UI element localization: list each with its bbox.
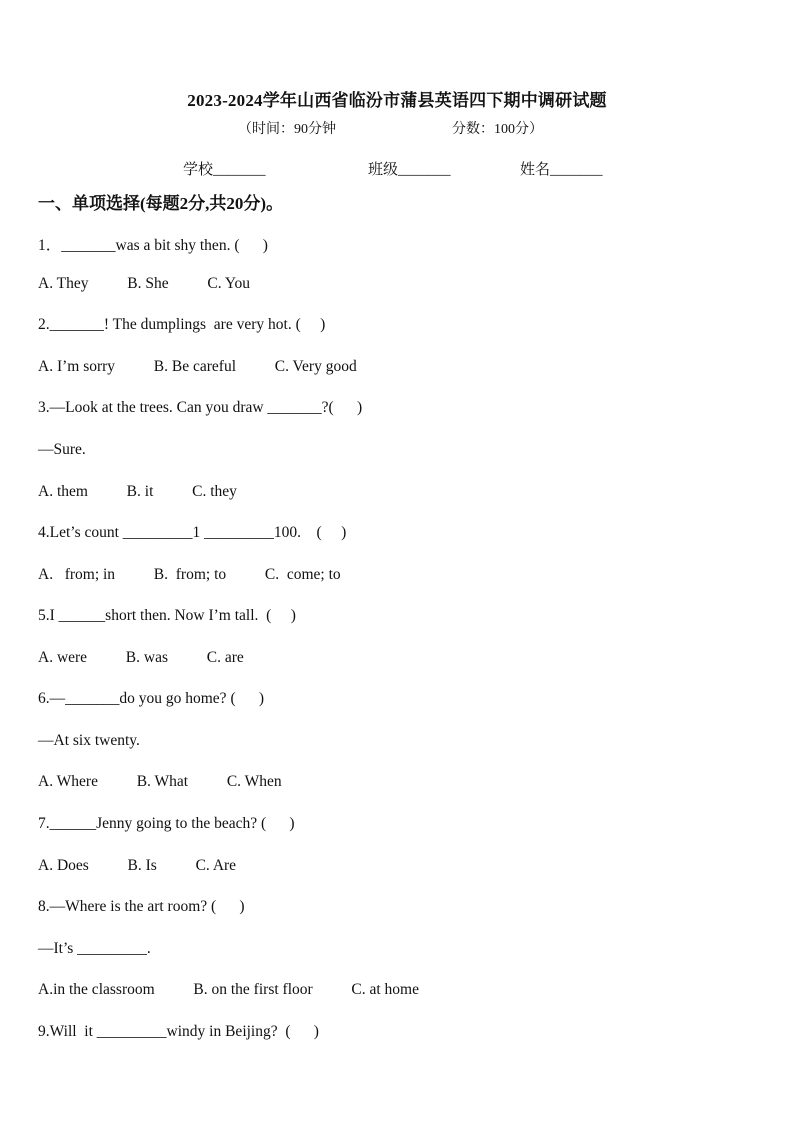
- school-field: 学校_______: [183, 162, 266, 178]
- answer-3: —Sure.: [38, 441, 86, 458]
- name-field: 姓名_______: [520, 162, 603, 178]
- options-4: A. from; in B. from; to C. come; to: [38, 566, 341, 583]
- question-6: 6.—_______do you go home? ( ): [38, 690, 265, 707]
- options-5: A. were B. was C. are: [38, 649, 244, 666]
- options-7: A. Does B. Is C. Are: [38, 857, 237, 874]
- class-field: 班级_______: [368, 162, 451, 178]
- section-heading: 一、单项选择(每题2分,共20分)。: [38, 194, 284, 213]
- question-9: 9.Will it _________windy in Beijing? ( ): [38, 1023, 319, 1040]
- question-5: 5.I ______short then. Now I’m tall. ( ): [38, 607, 296, 624]
- exam-score: 分数：100分）: [452, 122, 543, 137]
- options-8: A.in the classroom B. on the first floor C. at home: [38, 981, 419, 998]
- options-2: A. I’m sorry B. Be careful C. Very good: [38, 358, 357, 375]
- answer-6: —At six twenty.: [38, 732, 140, 749]
- question-8: 8.—Where is the art room? ( ): [38, 898, 245, 915]
- question-7: 7.______Jenny going to the beach? ( ): [38, 815, 295, 832]
- exam-title: 2023-2024学年山西省临汾市蒲县英语四下期中调研试题: [187, 91, 607, 110]
- options-1: A. They B. She C. You: [38, 275, 251, 292]
- exam-time: （时间：90分钟: [238, 122, 336, 137]
- options-3: A. them B. it C. they: [38, 483, 237, 500]
- question-3: 3.—Look at the trees. Can you draw _______?( ): [38, 399, 363, 416]
- question-2: 2._______! The dumplings are very hot. ( ): [38, 316, 326, 333]
- options-6: A. Where B. What C. When: [38, 773, 282, 790]
- question-1: 1．_______was a bit shy then. ( ): [38, 237, 268, 254]
- answer-8: —It’s _________.: [38, 940, 151, 957]
- question-4: 4.Let’s count _________1 _________100. ( ): [38, 524, 347, 541]
